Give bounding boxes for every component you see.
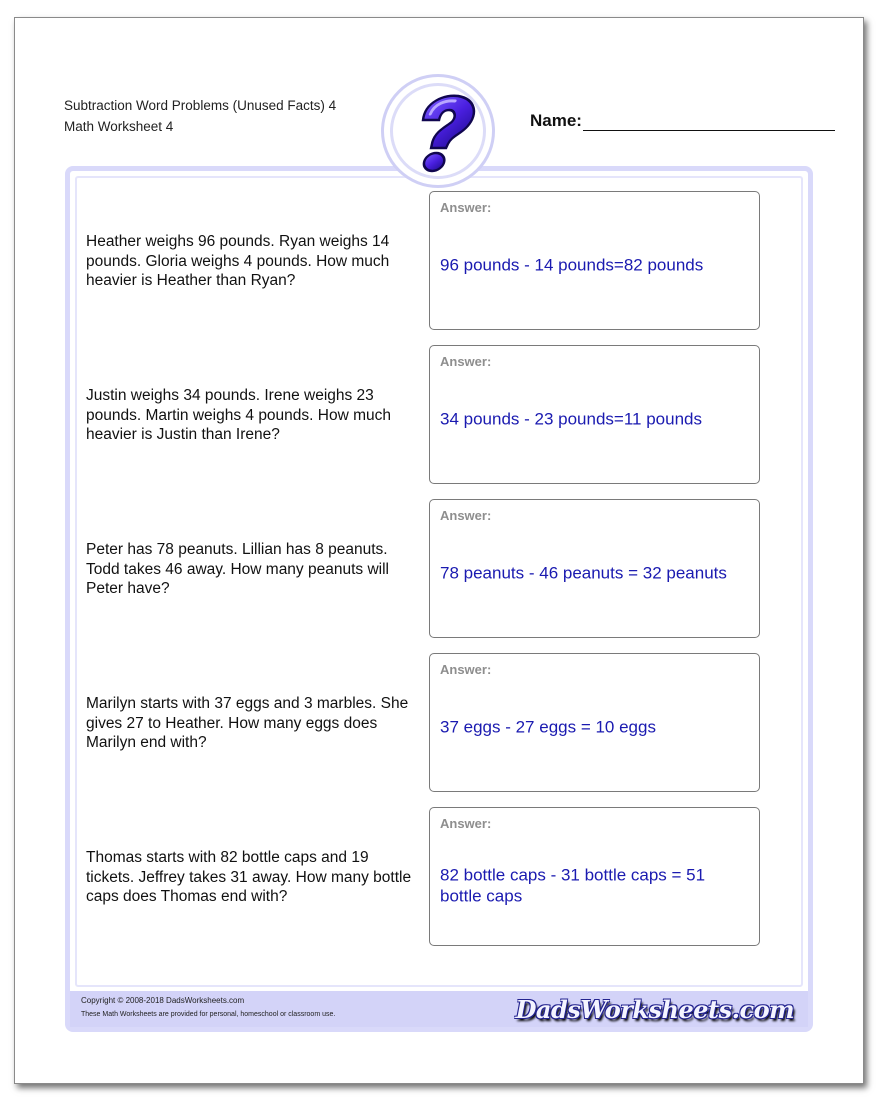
worksheet-title: Subtraction Word Problems (Unused Facts) 4 [64,98,337,113]
problem-4 [15,653,865,793]
answer-label: Answer: [440,816,492,831]
problem-question: Justin weighs 34 pounds. Irene weighs 23 pounds. Martin weighs 4 pounds. How much heavier is Justin than Irene? [86,386,391,443]
answer-label: Answer: [440,200,492,215]
name-label: Name: [530,111,582,130]
problem-2 [15,345,865,485]
logo-inner-ring [390,83,486,179]
problem-question: Peter has 78 peanuts. Lillian has 8 peanuts. Todd takes 46 away. How many peanuts will Peter have? [86,540,389,597]
answer-text: 34 pounds - 23 pounds=11 pounds [440,409,702,429]
problem-3 [15,499,865,639]
copyright-text: Copyright © 2008-2018 DadsWorksheets.com [81,996,245,1005]
problem-question: Marilyn starts with 37 eggs and 3 marbles. She gives 27 to Heather. How many eggs does Marilyn end with? [86,694,409,751]
name-underline[interactable] [583,130,835,131]
question-mark-icon [403,92,479,176]
answer-label: Answer: [440,662,492,677]
name-field[interactable] [530,111,835,133]
logo-badge [381,74,495,188]
problem-5 [15,807,865,947]
answer-label: Answer: [440,354,492,369]
footer-bar [70,991,808,1027]
problem-question: Thomas starts with 82 bottle caps and 19 tickets. Jeffrey takes 31 away. How many bottle caps does Thomas end with? [86,848,412,905]
worksheet-page [14,17,864,1084]
worksheet-subtitle: Math Worksheet 4 [64,119,174,134]
answer-box[interactable] [429,191,760,330]
problem-1 [15,191,865,331]
answer-text: 37 eggs - 27 eggs = 10 eggs [440,717,656,737]
answer-text: 96 pounds - 14 pounds=82 pounds [440,255,704,275]
answer-label: Answer: [440,508,492,523]
answer-box[interactable] [429,499,760,638]
answer-text: 82 bottle caps - 31 bottle caps = 51 bottle caps [440,864,706,905]
answer-box[interactable] [429,345,760,484]
answer-text: 78 peanuts - 46 peanuts = 32 peanuts [440,563,727,583]
disclaimer-text: These Math Worksheets are provided for personal, homeschool or classroom use. [81,1011,336,1018]
problem-question: Heather weighs 96 pounds. Ryan weighs 14 pounds. Gloria weighs 4 pounds. How much heavier is Heather than Ryan? [86,232,390,289]
dadsworksheets-logo: DadsWorksheets.com [515,995,794,1024]
answer-box[interactable] [429,807,760,946]
answer-box[interactable] [429,653,760,792]
